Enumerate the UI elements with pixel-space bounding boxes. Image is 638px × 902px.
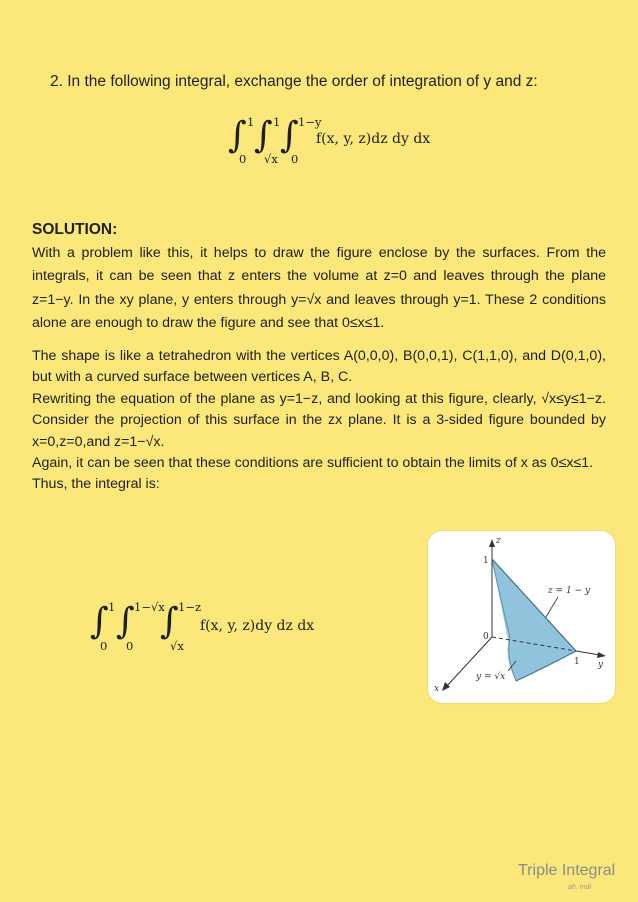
integral-sign-middle: ∫ [116, 601, 135, 642]
inner-upper-limit: 1−y [298, 115, 322, 129]
solution-paragraph-2 [32, 346, 606, 496]
y-tick-label: 1 [574, 657, 580, 667]
paragraph-line: Again, it can be seen that these conditions are sufficient to obtain the limits of x as 0≤x≤1. [32, 455, 594, 471]
outer-lower-limit: 0 [100, 639, 108, 653]
integral-sign-outer: ∫ [90, 601, 109, 642]
paragraph-line: Thus, the integral is: [32, 476, 160, 493]
middle-upper-limit: 1−√x [134, 600, 165, 614]
solution-paragraph-1: With a problem like this, it helps to draw the figure enclose by the surfaces. From the integrals, it can be seen that z enters the volume at z=0 and leaves through the plane z=1−y. In the xy plane, y enters through y=√x and leaves through y=1. These 2 conditions alone are enough to draw the figure and see that 0≤x≤1. [32, 244, 606, 332]
outer-upper-limit: 1 [247, 115, 255, 129]
middle-lower-limit: 0 [126, 639, 134, 653]
outer-upper-limit: 1 [108, 600, 116, 614]
paragraph-line: The shape is like a tetrahedron with the vertices A(0,0,0), B(0,0,1), C(1,1,0), and D(0,1,0), but with a curved surface between vertices A, B, C. [32, 347, 606, 386]
middle-lower-limit: √x [264, 152, 278, 166]
solution-heading: SOLUTION: [32, 221, 118, 238]
tetrahedron-figure [428, 531, 615, 703]
problem-statement: 2. In the following integral, exchange the order of integration of y and z: [50, 73, 538, 90]
integral-sign-outer: ∫ [228, 115, 247, 156]
outer-lower-limit: 0 [239, 152, 247, 166]
paragraph-line: Rewriting the equation of the plane as y=1−z, and looking at this figure, clearly, √x≤y≤1−z. Consider the projection of this surface in the zx plane. It is a 3-sided figure bounded by x=0,z=0,and z=1−√x. [32, 390, 606, 450]
inner-lower-limit: 0 [291, 152, 299, 166]
y-axis-arrow [597, 652, 606, 658]
z-axis-arrow [489, 539, 495, 547]
inner-upper-limit: 1−z [178, 600, 202, 614]
integrand: f(x, y, z)dy dz dx [200, 618, 315, 634]
figure-svg [428, 531, 615, 703]
plane-label-pointer [546, 597, 558, 617]
footer-title: Triple Integral [518, 862, 616, 879]
given-integral [228, 112, 468, 172]
y-axis-label: y [598, 660, 604, 670]
integral-sign-inner: ∫ [280, 115, 299, 156]
y-axis [576, 651, 600, 655]
z-axis-label: z [496, 536, 501, 546]
footer-signature: ah. mdi [568, 884, 591, 891]
inner-lower-limit: √x [170, 639, 184, 653]
result-integral [90, 596, 350, 660]
plane-label: z = 1 − y [548, 586, 591, 596]
z-tick-label: 1 [483, 556, 489, 566]
middle-upper-limit: 1 [273, 115, 281, 129]
x-axis-label: x [434, 684, 440, 694]
integrand: f(x, y, z)dz dy dx [316, 131, 431, 147]
curve-label: y = √x [476, 672, 506, 682]
integral-sign-middle: ∫ [254, 115, 273, 156]
origin-label: 0 [483, 632, 489, 642]
solution-section [32, 218, 606, 496]
integral-sign-inner: ∫ [160, 601, 179, 642]
